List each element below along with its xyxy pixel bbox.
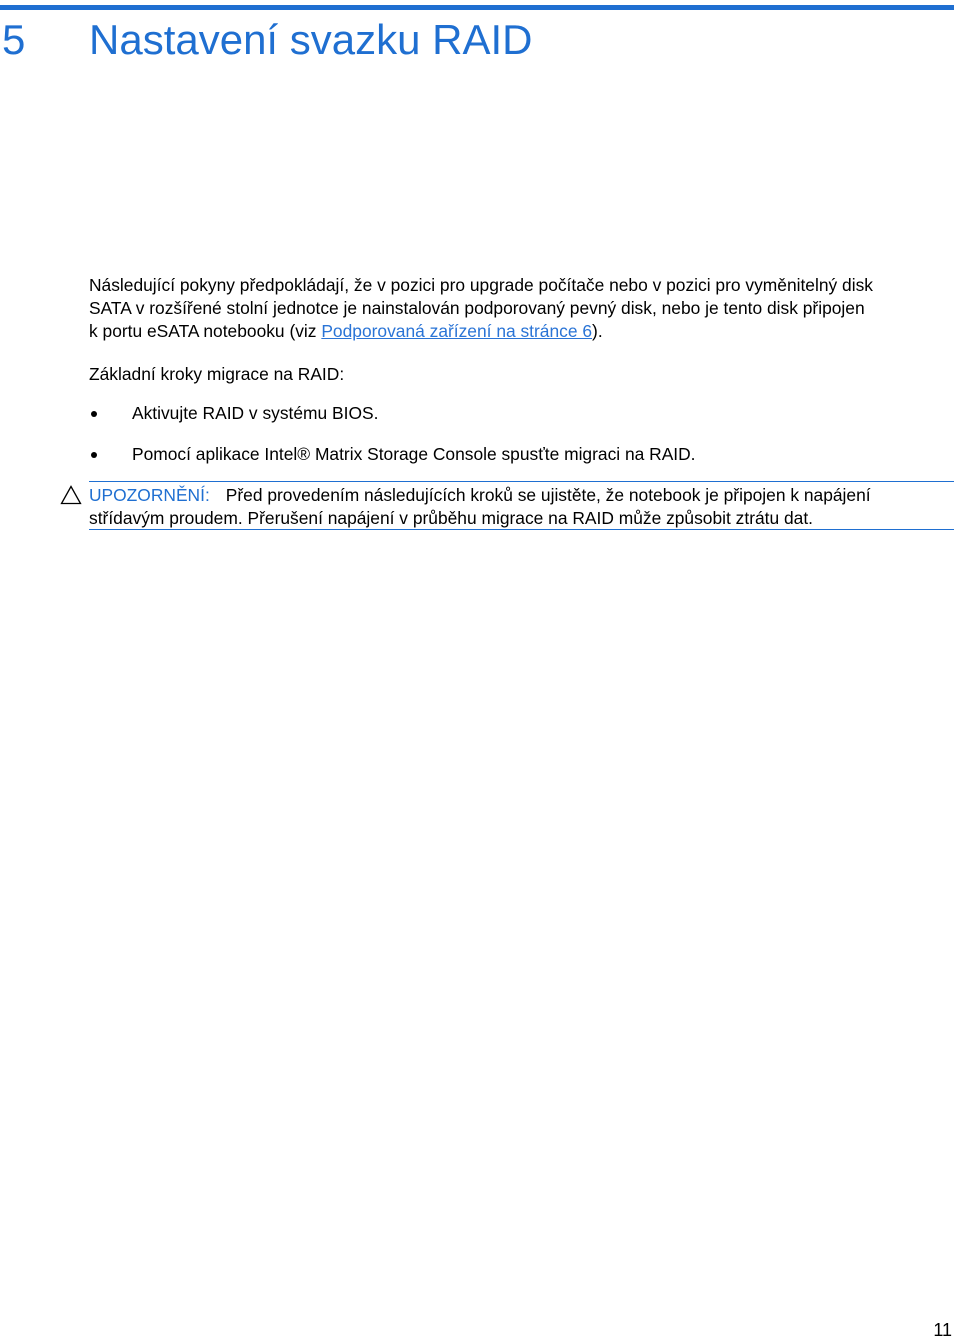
list-item: [89, 402, 954, 425]
chapter-top-rule: [0, 5, 954, 10]
caution-line-1: [89, 484, 954, 507]
intro-line-3-closing: ).: [592, 321, 603, 341]
intro-line-3: [89, 320, 954, 343]
intro-line-1: Následující pokyny předpokládají, že v pozici pro upgrade počítače nebo v pozici pro vyměnitelný disk: [89, 275, 873, 295]
list-item-text: Pomocí aplikace Intel® Matrix Storage Console spusťte migraci na RAID.: [132, 444, 696, 464]
caution-line-1-text: Před provedením následujících kroků se ujistěte, že notebook je připojen k napájení: [225, 485, 871, 505]
page-number: 11: [933, 1320, 952, 1340]
caution-line-2: střídavým proudem. Přerušení napájení v průběhu migrace na RAID může způsobit ztrátu dat.: [89, 508, 814, 528]
caution-label: UPOZORNĚNÍ:: [89, 485, 210, 505]
chapter-heading: [0, 14, 954, 66]
supported-devices-link[interactable]: Podporovaná zařízení na stránce 6: [321, 321, 593, 341]
chapter-number: 5: [2, 16, 26, 63]
caution-text: [89, 484, 954, 530]
bullet-icon: [91, 411, 97, 417]
intro-line-2: SATA v rozšířené stolní jednotce je nainstalován podporovaný pevný disk, nebo je tento disk připojen: [89, 298, 865, 318]
bullet-icon: [91, 452, 97, 458]
caution-triangle-icon: [60, 485, 82, 505]
steps-intro: Základní kroky migrace na RAID:: [89, 364, 345, 384]
caution-note: [60, 481, 954, 530]
caution-top-rule: [89, 481, 954, 482]
list-item-text: Aktivujte RAID v systému BIOS.: [132, 403, 379, 423]
list-item: [89, 443, 954, 466]
caution-bottom-rule: [89, 529, 954, 530]
chapter-title: Nastavení svazku RAID: [89, 16, 533, 63]
intro-paragraph: [89, 274, 954, 343]
intro-line-3-text: k portu eSATA notebooku (viz: [89, 321, 322, 341]
